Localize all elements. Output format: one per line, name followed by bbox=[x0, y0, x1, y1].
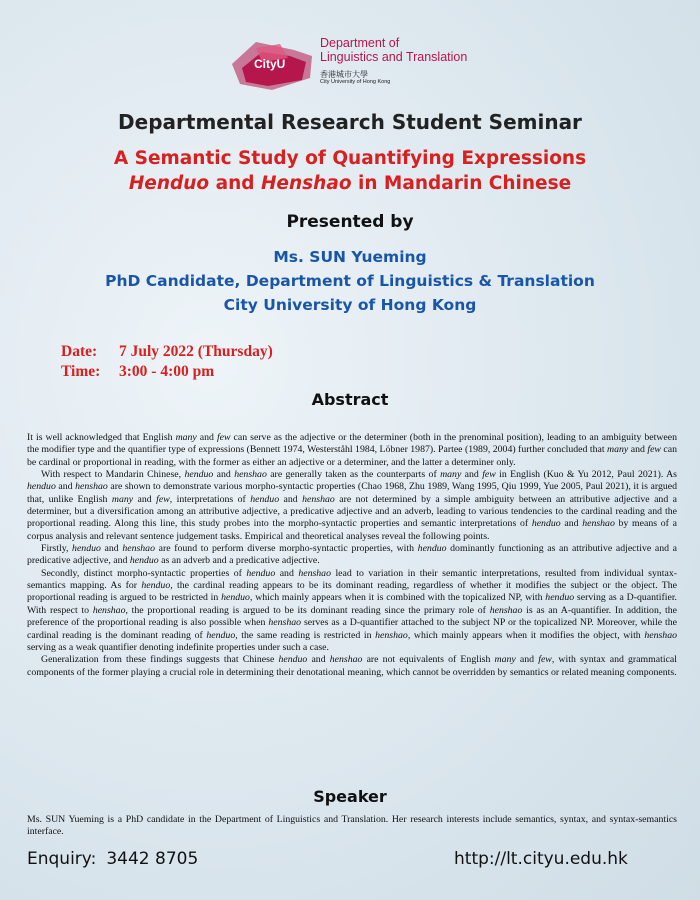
abstract-heading: Abstract bbox=[311, 390, 389, 409]
date-row bbox=[61, 343, 273, 361]
presenter-name: Ms. SUN Yueming bbox=[273, 248, 427, 266]
enquiry-label: Enquiry: bbox=[27, 849, 97, 869]
speaker-heading: Speaker bbox=[313, 787, 387, 806]
title-term-henshao: Henshao bbox=[260, 173, 352, 194]
university-name-english: City University of Hong Kong bbox=[320, 79, 391, 85]
time-label: Time: bbox=[61, 363, 101, 380]
title-and: and bbox=[215, 173, 255, 194]
time-row bbox=[61, 363, 214, 381]
title-term-henduo: Henduo bbox=[128, 173, 210, 194]
speaker-bio: Ms. SUN Yueming is a PhD candidate in the Department of Linguistics and Translation. Her research interests include semantics, syntax, and syntax-semantics interface. bbox=[27, 814, 677, 838]
seminar-title-line2 bbox=[0, 173, 700, 194]
presenter-affiliation: City University of Hong Kong bbox=[223, 296, 477, 314]
logo-text: CityU bbox=[254, 57, 286, 71]
university-name-chinese: 香港城市大學 bbox=[320, 70, 368, 79]
abstract-paragraph-2: With respect to Mandarin Chinese, henduo and henshao are generally taken as the counterparts of many and few in English (Kuo & Yu 2012, Paul 2021). As henduo and henshao are shown to demonstrate various morpho-syntactic properties (Chao 1968, Zhu 1989, Wang 1995, Qiu 1999, Yue 2005, Paul 2021), it is argued that, unlike English many and few, interpretations of henduo and henshao are not determined by a simple ambiguity between an attributive adjective and a determiner, but a diversification among an attributive adjective, a predicative adjective and an adverb, leading to various tendencies to the cardinal reading and the proportional reading. Along this line, this study probes into the morpho-syntactic properties and semantic interpretations of henduo and henshao by means of a corpus analysis and relevant sentence judgement tasks. Empirical and theoretical analyses reveal the following points. bbox=[27, 469, 678, 542]
department-name-line1: Department of bbox=[320, 36, 400, 50]
title-rest: in Mandarin Chinese bbox=[357, 173, 572, 194]
abstract-paragraph-4: Secondly, distinct morpho-syntactic properties of henduo and henshao lead to variation in their semantic interpretations, resulted from individual syntax-semantics mapping. As for henduo, the cardinal reading appears to be its dominant reading, regardless of whether it modifies the subject or the object. The proportional reading is argued to be restricted in henduo, which mainly appears when it is combined with the topicalized NP, with henduo serving as a D-quantifier. With respect to henshao, the proportional reading is argued to be its dominant reading since the primary role of henshao is as an A-quantifier. In addition, the preference of the proportional reading is also possible when henshao serves as a D-quantifier attached to the subject NP or the topicalized NP. Moreover, while the cardinal reading is the dominant reading of henduo, the same reading is restricted in henshao, which mainly appears when it modifies the object, with henshao serving as a weak quantifier denoting indefinite properties under such a case. bbox=[27, 567, 678, 653]
presented-by-label: Presented by bbox=[286, 212, 414, 232]
enquiry-phone-number: 3442 8705 bbox=[106, 849, 199, 869]
presenter-role: PhD Candidate, Department of Linguistics & Translation bbox=[105, 272, 595, 290]
date-value: 7 July 2022 (Thursday) bbox=[119, 343, 273, 360]
seminar-title-line1: A Semantic Study of Quantifying Expressions bbox=[113, 148, 587, 169]
department-name-line2: Linguistics and Translation bbox=[320, 50, 468, 64]
abstract-paragraph-1: It is well acknowledged that English many and few can serve as the adjective or the determiner (both in the prenominal position), leading to an ambiguity between the modifier type and the quantifier type of expressions (Bennett 1974, Westerståhl 1984, Löbner 1987). Partee (1989, 2004) further concluded that many and few can be cardinal or proportional in reading, with the former as either an adjective or a determiner, and the latter a determiner only. bbox=[27, 432, 678, 468]
abstract-paragraph-5: Generalization from these findings suggests that Chinese henduo and henshao are not equivalents of English many and few, with syntax and grammatical components of the former playing a crucial role in determining their denotational meaning, which cannot be overridden by semantics or related meaning components. bbox=[27, 654, 677, 678]
abstract-body bbox=[27, 432, 677, 679]
enquiry-line bbox=[27, 849, 198, 869]
event-type-heading: Departmental Research Student Seminar bbox=[118, 110, 582, 134]
website-url: http://lt.cityu.edu.hk bbox=[454, 849, 628, 869]
date-label: Date: bbox=[61, 343, 98, 360]
university-logo bbox=[232, 30, 472, 90]
time-value: 3:00 - 4:00 pm bbox=[119, 363, 215, 380]
abstract-paragraph-3: Firstly, henduo and henshao are found to perform diverse morpho-syntactic properties, with henduo dominantly functioning as an attributive adjective and a predicative adjective, and henduo as an adverb and a predicative adjective. bbox=[27, 543, 677, 567]
